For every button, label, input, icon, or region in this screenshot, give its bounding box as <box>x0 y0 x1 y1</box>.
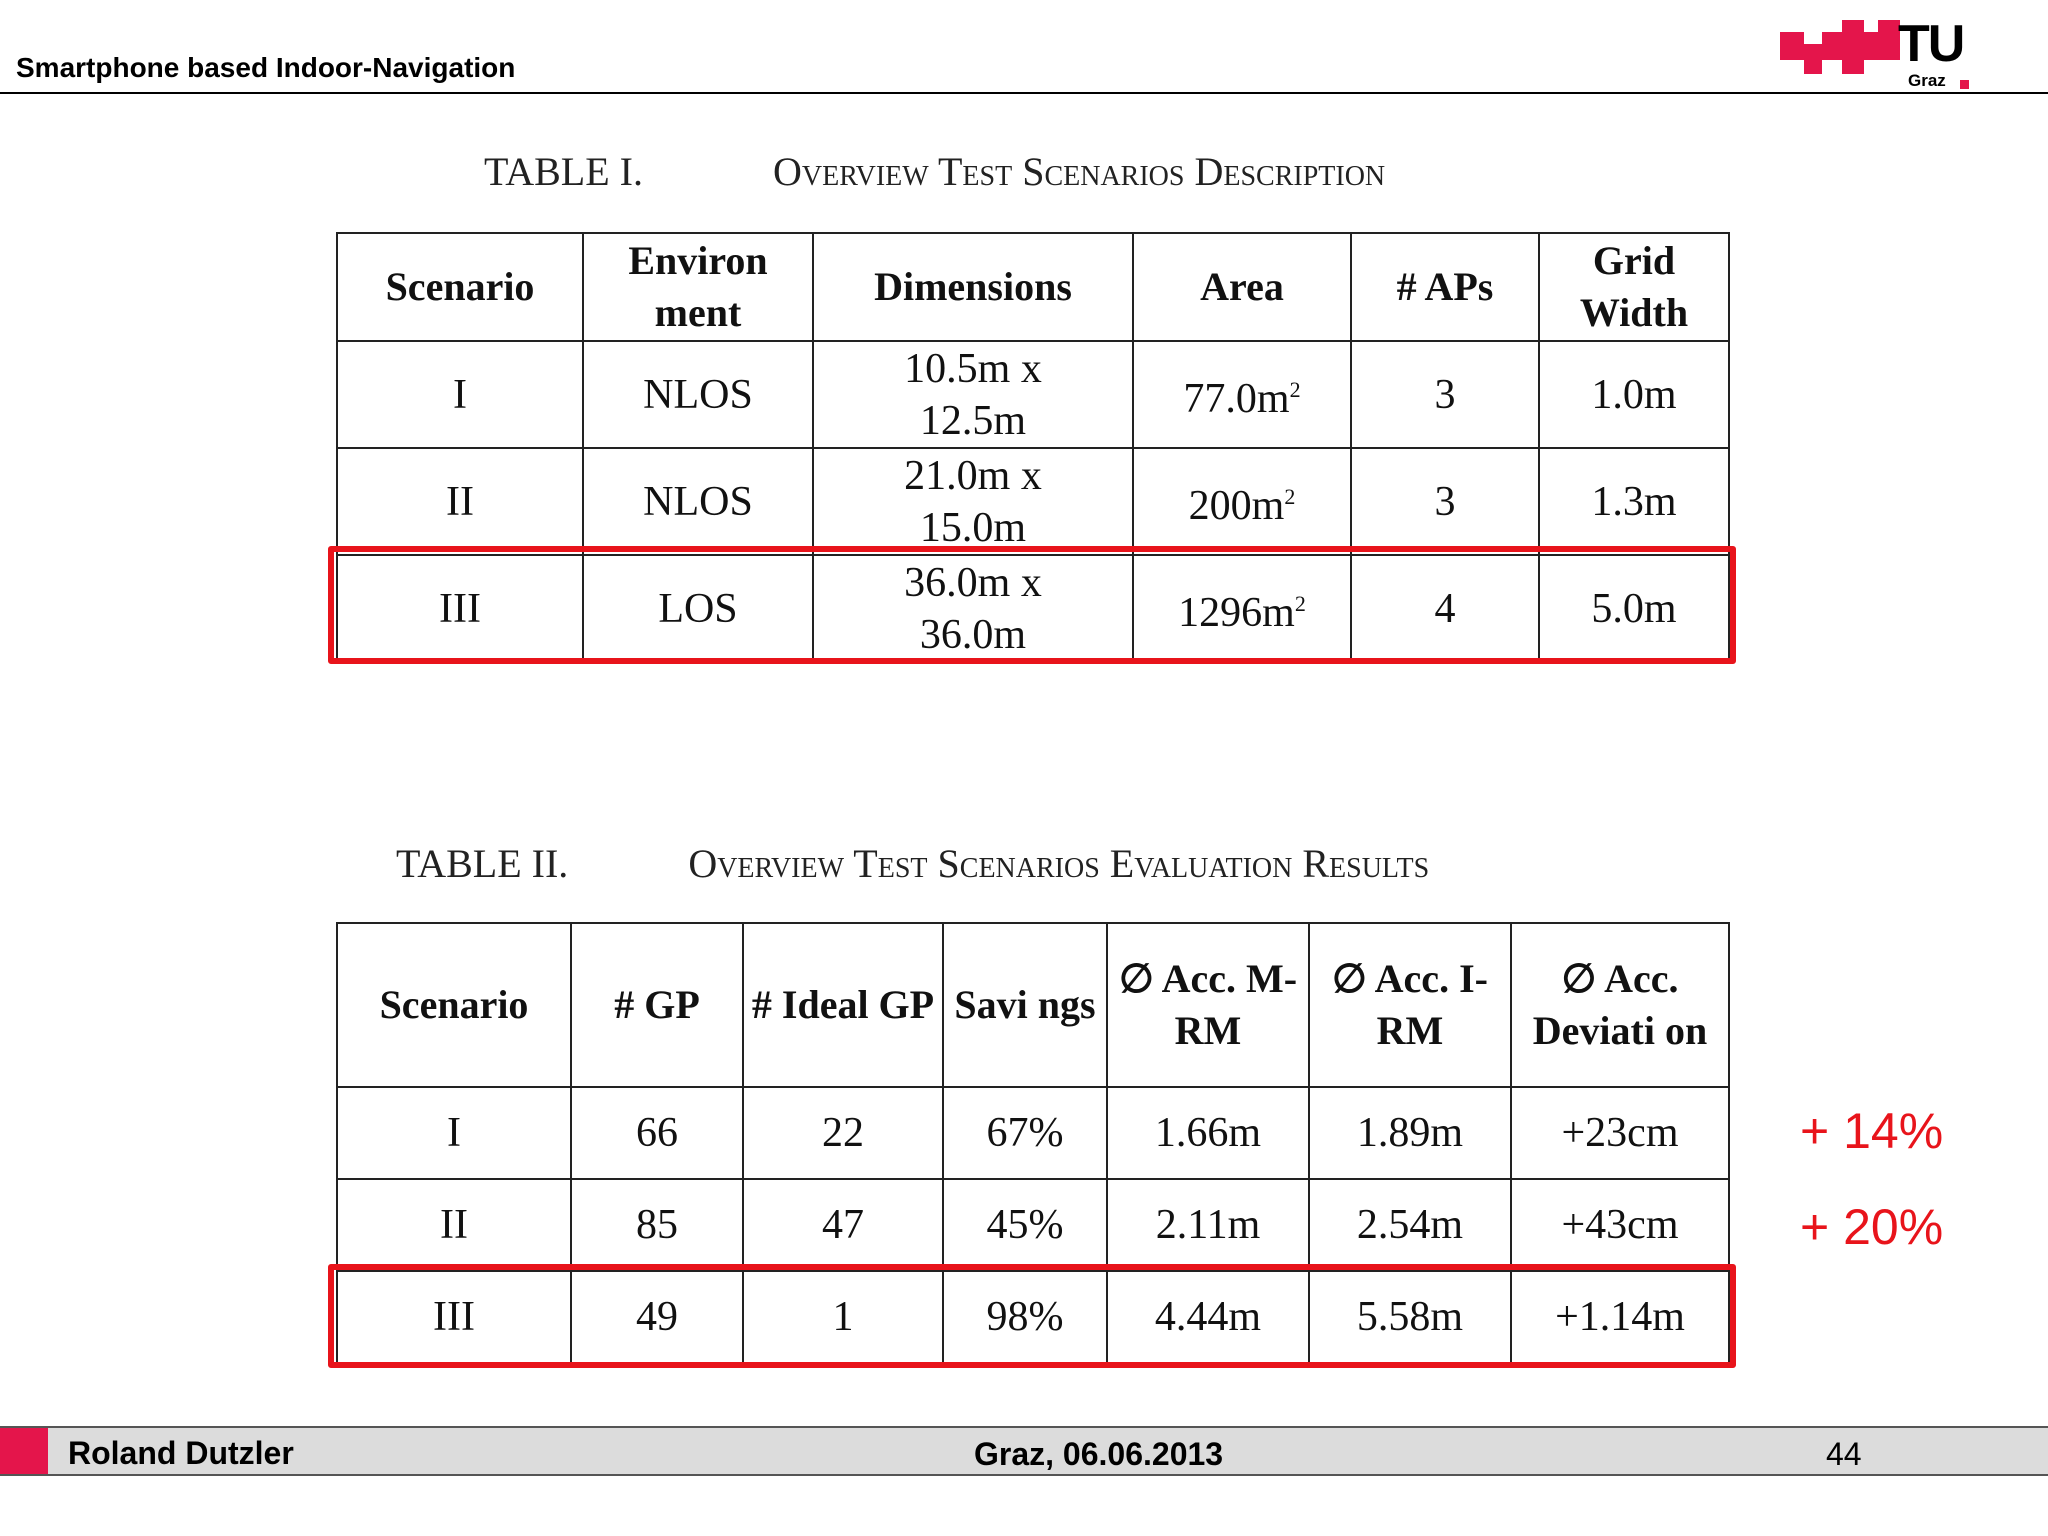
improvement-annotation-1: + 14% <box>1800 1103 1944 1159</box>
col-header-scenario: Scenario <box>337 233 583 341</box>
cell-acc-irm: 5.58m <box>1309 1271 1511 1363</box>
cell-scenario: I <box>337 341 583 448</box>
cell-area: $77.0m^2$ <box>1133 341 1351 448</box>
table2-caption-text: Overview Test Scenarios Evaluation Results <box>688 841 1430 886</box>
table-row <box>337 1087 1729 1179</box>
table-row <box>337 448 1729 555</box>
cell-gp: 49 <box>571 1271 743 1363</box>
cell-area: $200m^2$ <box>1133 448 1351 555</box>
col-header-acc-irm: ∅ Acc. I- RM <box>1309 923 1511 1087</box>
col-header-grid-width: Grid Width <box>1539 233 1729 341</box>
logo-text: TU <box>1898 15 1964 73</box>
cell-aps: 3 <box>1351 448 1539 555</box>
table2-caption-number: TABLE II. <box>396 841 569 886</box>
footer-date: Graz, 06.06.2013 <box>974 1436 1224 1472</box>
cell-scenario: II <box>337 1179 571 1271</box>
cell-acc-deviation: +1.14m <box>1511 1271 1729 1363</box>
footer-accent <box>0 1428 48 1474</box>
cell-aps: 3 <box>1351 341 1539 448</box>
table-row <box>337 1179 1729 1271</box>
cell-scenario: III <box>337 1271 571 1363</box>
col-header-dimensions: Dimensions <box>813 233 1133 341</box>
cell-scenario: III <box>337 555 583 662</box>
table1-caption <box>484 148 1385 195</box>
col-header-acc-deviation: ∅ Acc. Deviati on <box>1511 923 1729 1087</box>
cell-acc-mrm: 1.66m <box>1107 1087 1309 1179</box>
cell-gp: 66 <box>571 1087 743 1179</box>
col-header-acc-mrm: ∅ Acc. M-RM <box>1107 923 1309 1087</box>
cell-scenario: II <box>337 448 583 555</box>
cell-scenario: I <box>337 1087 571 1179</box>
cell-acc-deviation: +43cm <box>1511 1179 1729 1271</box>
tu-graz-logo <box>1780 10 1980 90</box>
cell-ideal-gp: 47 <box>743 1179 943 1271</box>
col-header-ideal-gp: # Ideal GP <box>743 923 943 1087</box>
improvement-annotation-2: + 20% <box>1800 1199 1944 1255</box>
cell-dimensions: 36.0m x 36.0m <box>813 555 1133 662</box>
cell-grid-width: 1.0m <box>1539 341 1729 448</box>
table2-caption <box>396 840 1429 887</box>
col-header-savings: Savi ngs <box>943 923 1107 1087</box>
cell-acc-mrm: 4.44m <box>1107 1271 1309 1363</box>
cell-area: $1296m^2$ <box>1133 555 1351 662</box>
col-header-scenario: Scenario <box>337 923 571 1087</box>
presentation-title: Smartphone based Indoor-Navigation <box>16 52 516 83</box>
cell-savings: 67% <box>943 1087 1107 1179</box>
table1-highlight-box <box>328 546 1736 664</box>
table-row <box>337 341 1729 448</box>
table1-caption-text: Overview Test Scenarios Description <box>772 149 1386 194</box>
col-header-aps: # APs <box>1351 233 1539 341</box>
cell-aps: 4 <box>1351 555 1539 662</box>
logo-subtext: Graz <box>1908 71 1946 90</box>
col-header-gp: # GP <box>571 923 743 1087</box>
cell-dimensions: 10.5m x 12.5m <box>813 341 1133 448</box>
cell-acc-deviation: +23cm <box>1511 1087 1729 1179</box>
cell-grid-width: 1.3m <box>1539 448 1729 555</box>
cell-acc-irm: 2.54m <box>1309 1179 1511 1271</box>
col-header-environment: Environ ment <box>583 233 813 341</box>
footer-bar <box>0 1426 2048 1476</box>
cell-acc-irm: 1.89m <box>1309 1087 1511 1179</box>
cell-dimensions: 21.0m x 15.0m <box>813 448 1133 555</box>
table1-caption-number: TABLE I. <box>484 149 643 194</box>
cell-ideal-gp: 22 <box>743 1087 943 1179</box>
cell-savings: 45% <box>943 1179 1107 1271</box>
cell-acc-mrm: 2.11m <box>1107 1179 1309 1271</box>
cell-environment: LOS <box>583 555 813 662</box>
cell-grid-width: 5.0m <box>1539 555 1729 662</box>
table2-highlight-box <box>328 1264 1736 1368</box>
page-number: 44 <box>1826 1436 1862 1472</box>
footer-author: Roland Dutzler <box>68 1435 294 1471</box>
cell-gp: 85 <box>571 1179 743 1271</box>
cell-savings: 98% <box>943 1271 1107 1363</box>
col-header-area: Area <box>1133 233 1351 341</box>
cell-environment: NLOS <box>583 448 813 555</box>
header-divider <box>0 92 2048 94</box>
cell-environment: NLOS <box>583 341 813 448</box>
cell-ideal-gp: 1 <box>743 1271 943 1363</box>
